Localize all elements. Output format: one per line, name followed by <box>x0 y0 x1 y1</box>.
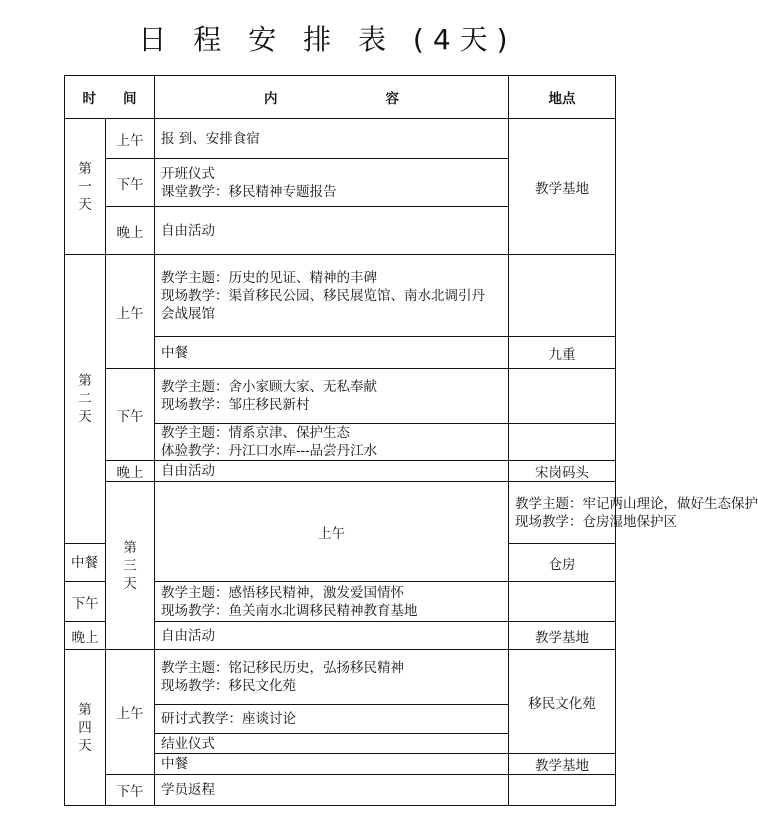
table-row <box>65 119 616 159</box>
period-cell: 晚上 <box>106 207 155 255</box>
period-cell: 下午 <box>106 159 155 207</box>
period-cell: 晚上 <box>65 622 106 650</box>
day-label: 第 一 天 <box>65 119 106 255</box>
content-cell: 自由活动 <box>155 207 509 255</box>
day-label: 第 二 天 <box>65 255 106 544</box>
location-cell: 移民文化苑 <box>509 650 616 754</box>
location-cell <box>509 775 616 806</box>
table-row <box>65 775 616 806</box>
header-time: 时 间 <box>65 76 155 119</box>
table-row <box>65 482 616 544</box>
table-row <box>65 650 616 705</box>
location-cell: 九重 <box>509 337 616 369</box>
content-cell: 自由活动 <box>155 622 509 650</box>
content-cell: 开班仪式 课堂教学：移民精神专题报告 <box>155 159 509 207</box>
content-cell: 研讨式教学：座谈讨论 <box>155 705 509 734</box>
period-cell: 上午 <box>155 482 509 582</box>
period-cell: 晚上 <box>106 461 155 482</box>
header-content: 内 容 <box>155 76 509 119</box>
content-cell: 教学主题：感悟移民精神，激发爱国情怀 现场教学：鱼关南水北调移民精神教育基地 <box>155 582 509 622</box>
content-cell: 教学主题：牢记两山理论，做好生态保护 现场教学：仓房湿地保护区 <box>509 482 616 544</box>
location-cell <box>509 255 616 337</box>
period-cell: 上午 <box>106 650 155 775</box>
content-cell: 教学主题：情系京津、保护生态 体验教学：丹江口水库---品尝丹江水 <box>155 424 509 461</box>
table-row <box>65 255 616 337</box>
content-cell: 教学主题：铭记移民历史，弘扬移民精神 现场教学：移民文化苑 <box>155 650 509 705</box>
header-row <box>65 76 616 119</box>
content-cell: 中餐 <box>65 544 106 582</box>
content-cell: 学员返程 <box>155 775 509 806</box>
location-cell: 宋岗码头 <box>509 461 616 482</box>
period-cell: 上午 <box>106 255 155 369</box>
table-row <box>65 369 616 424</box>
content-cell: 报 到、安排食宿 <box>155 119 509 159</box>
location-cell <box>509 369 616 424</box>
location-cell: 仓房 <box>509 544 616 582</box>
period-cell: 下午 <box>106 775 155 806</box>
location-cell: 教学基地 <box>509 119 616 255</box>
period-cell: 上午 <box>106 119 155 159</box>
period-cell: 下午 <box>106 369 155 461</box>
day-label: 第 三 天 <box>106 482 155 650</box>
table-row <box>65 461 616 482</box>
header-location: 地点 <box>509 76 616 119</box>
schedule-table <box>64 75 758 806</box>
content-cell: 自由活动 <box>155 461 509 482</box>
location-cell <box>509 424 616 461</box>
content-cell: 结业仪式 <box>155 734 509 754</box>
period-cell: 下午 <box>65 582 106 622</box>
location-cell: 教学基地 <box>509 622 616 650</box>
content-cell: 中餐 <box>155 337 509 369</box>
content-cell: 教学主题：舍小家顾大家、无私奉献 现场教学：邹庄移民新村 <box>155 369 509 424</box>
location-cell <box>509 582 616 622</box>
content-cell: 中餐 <box>155 754 509 775</box>
day-label: 第 四 天 <box>65 650 106 806</box>
content-cell: 教学主题：历史的见证、精神的丰碑 现场教学：渠首移民公园、移民展览馆、南水北调引丹 会战展馆 <box>155 255 509 337</box>
location-cell: 教学基地 <box>509 754 616 775</box>
page-title: 日 程 安 排 表 (4天) <box>138 23 517 56</box>
